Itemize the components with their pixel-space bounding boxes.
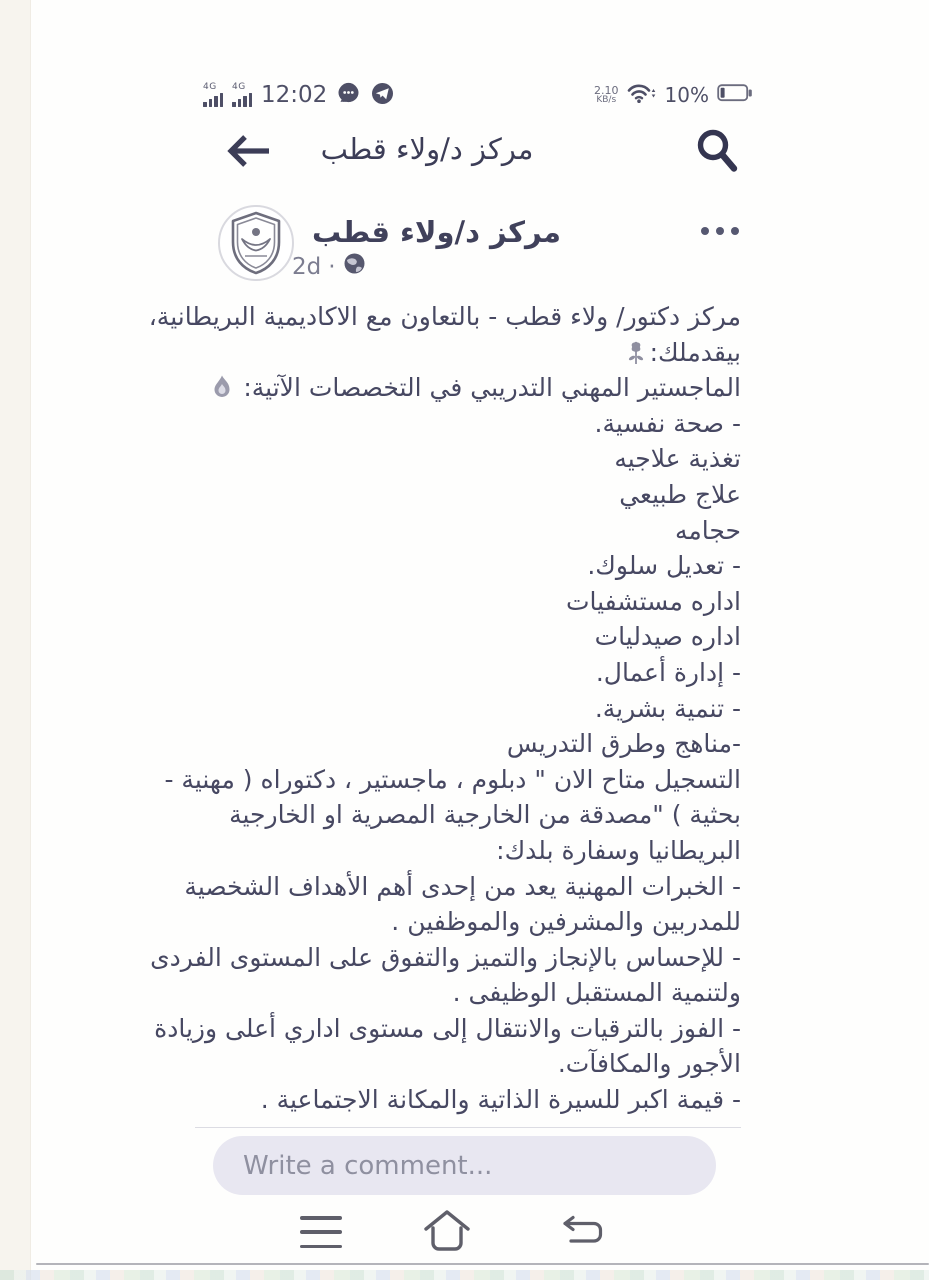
post-text-line: - صحة نفسية. <box>594 408 741 438</box>
clock: 12:02 <box>261 82 328 108</box>
signal-bars-icon <box>203 93 223 107</box>
scan-edge-line <box>36 1263 929 1265</box>
post-text-line: - للإحساس بالإنجاز والتميز والتفوق على المستوى الفردى <box>150 942 741 972</box>
post-text-line: - إدارة أعمال. <box>595 657 741 687</box>
battery-icon <box>717 84 753 106</box>
battery-percent: 10% <box>664 83 709 107</box>
android-nav-bar <box>0 1206 929 1258</box>
network-speed-indicator <box>594 85 619 105</box>
post-text-line: اداره صيدليات <box>594 622 741 652</box>
search-icon <box>701 133 735 169</box>
post-text-line: الماجستير المهني التدريبي في التخصصات الآتية: <box>195 370 741 406</box>
post-text-line: بيقدملك: <box>195 335 741 371</box>
menu-icon <box>300 1216 342 1220</box>
dot-icon <box>701 227 709 235</box>
post-text-line: - تعديل سلوك. <box>587 551 741 581</box>
post-text-line: علاج طبيعي <box>619 479 741 509</box>
wifi-icon <box>627 82 657 108</box>
home-icon <box>420 1208 474 1254</box>
meta-separator: · <box>328 253 336 280</box>
rose-emoji <box>624 339 648 365</box>
post-text-line: ولتنمية المستقبل الوظيفى . <box>452 978 741 1008</box>
post-body <box>148 299 741 1118</box>
status-bar <box>0 78 929 112</box>
dot-icon <box>716 227 724 235</box>
sim1-network-label: 4G <box>203 82 217 92</box>
post-text-line: بحثية ) "مصدقة من الخارجية المصرية او الخارجية <box>229 800 741 830</box>
post-text-line: مركز دكتور/ ولاء قطب - بالتعاون مع الاكاديمية البريطانية، <box>148 302 741 331</box>
post-text-line: - الخبرات المهنية يعد من إحدى أهم الأهداف الشخصية <box>184 871 741 901</box>
scan-left-edge <box>0 0 31 1280</box>
sim2-network-label: 4G <box>232 82 246 92</box>
post-meta <box>292 252 366 281</box>
post-options-button[interactable] <box>697 218 743 244</box>
status-bar-left <box>203 78 395 112</box>
post-timestamp: 2d <box>292 253 322 280</box>
post-text-line: حجامه <box>674 515 741 545</box>
page-title: مركز د/ولاء قطب <box>320 132 534 166</box>
sim1-signal-icon <box>203 83 223 107</box>
status-bar-right <box>594 78 753 112</box>
app-header <box>0 120 929 190</box>
nav-back-button[interactable] <box>558 1214 604 1250</box>
post-text-line: التسجيل متاح الان " دبلوم ، ماجستير ، دكتوراه ( مهنية - <box>164 764 741 794</box>
post-text-line: اداره مستشفيات <box>565 586 741 616</box>
post-text-line: -مناهج وطرق التدريس <box>506 729 741 759</box>
post-text-line: - تنمية بشرية. <box>594 693 741 723</box>
network-speed-unit: KB/s <box>596 95 617 105</box>
post-text-line: البريطانيا وسفارة بلدك: <box>496 835 741 865</box>
search-button[interactable] <box>692 126 742 178</box>
globe-icon <box>343 252 366 281</box>
nav-menu-button[interactable] <box>300 1216 344 1248</box>
post-page-name[interactable]: مركز د/ولاء قطب <box>312 215 561 249</box>
sim2-signal-icon <box>232 83 252 107</box>
post-text-line: - الفوز بالترقيات والانتقال إلى مستوى اداري أعلى وزيادة <box>154 1013 741 1043</box>
post-text-line: الأجور والمكافآت. <box>557 1049 741 1079</box>
chat-bubble-notification-icon <box>336 81 361 110</box>
comment-input[interactable] <box>213 1136 716 1195</box>
back-button[interactable] <box>222 128 274 176</box>
network-speed-value: 2.10 <box>594 84 619 97</box>
signal-bars-icon <box>232 93 252 107</box>
return-arrow-icon <box>558 1214 604 1248</box>
menu-icon <box>300 1245 342 1249</box>
shield-logo-icon <box>229 211 283 275</box>
page-avatar[interactable] <box>218 205 294 281</box>
scan-bed-strip <box>0 1270 929 1280</box>
nav-home-button[interactable] <box>420 1208 474 1254</box>
telegram-notification-icon <box>370 81 395 110</box>
menu-icon <box>300 1230 342 1234</box>
post-text-line: للمدربين والمشرفين والموظفين . <box>391 907 741 937</box>
dot-icon <box>731 227 739 235</box>
post-text-line: - قيمة اكبر للسيرة الذاتية والمكانة الاجتماعية . <box>260 1085 741 1115</box>
divider <box>195 1127 741 1128</box>
post-text-line: تغذية علاجيه <box>614 444 741 474</box>
fire-emoji <box>211 374 233 400</box>
